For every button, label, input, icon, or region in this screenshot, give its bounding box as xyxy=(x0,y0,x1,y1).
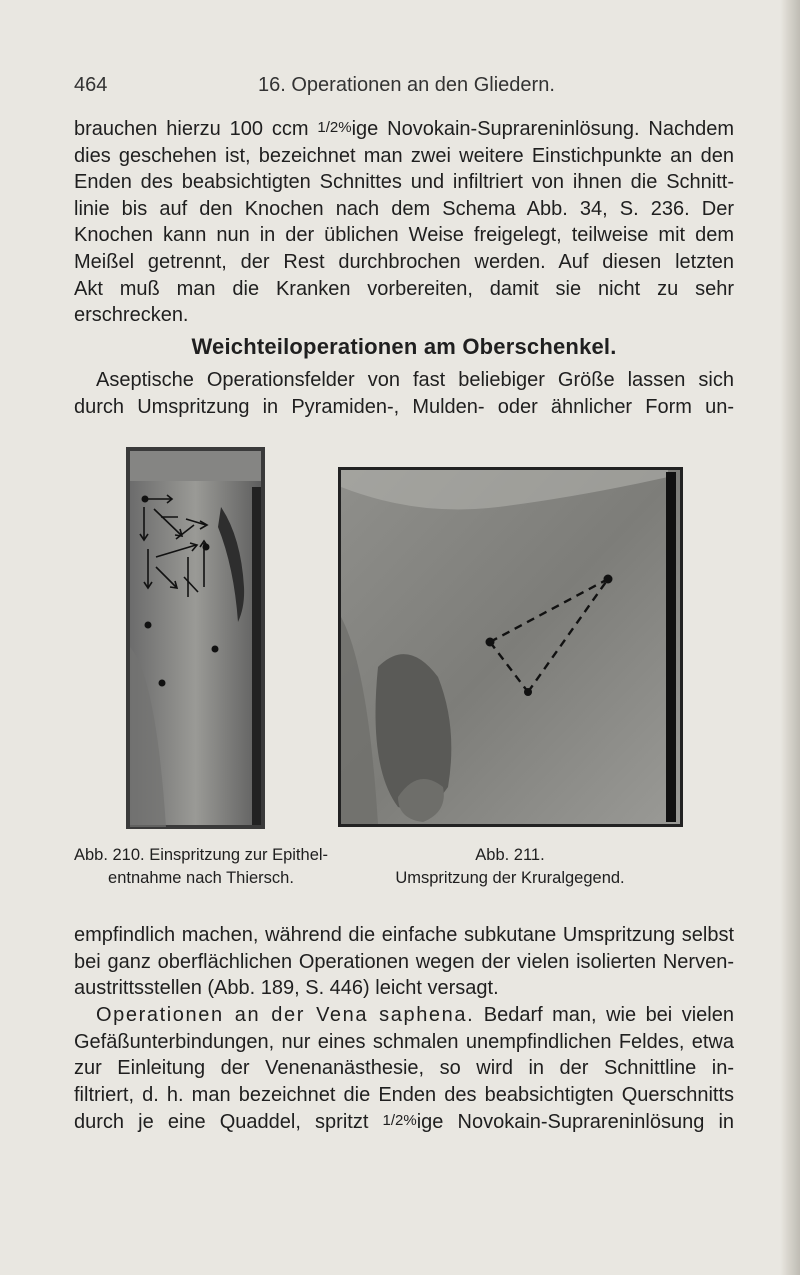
paragraph-1-line-1: brauchen hierzu 100 ccm 1/2%ige Novokain-Suprareninlösung. Nachdem xyxy=(74,118,734,140)
fraction: 1/2% xyxy=(317,119,352,136)
paragraph-2-line-1: Aseptische Operationsfelder von fast beliebiger Größe lassen sich xyxy=(96,369,734,391)
paragraph-1-line-3: Enden des beabsichtigten Schnittes und infiltriert von ihnen die Schnitt- xyxy=(74,171,734,194)
figure-211-caption-line-2: Umspritzung der Kruralgegend. xyxy=(395,869,625,887)
running-header xyxy=(74,74,734,102)
section-heading: Weichteiloperationen am Oberschenkel. xyxy=(191,334,617,359)
figure-211-caption xyxy=(360,844,660,890)
paragraph-2 xyxy=(74,367,734,420)
paragraph-1-line-5: Knochen kann nun in der üblichen Weise freigelegt, teilweise mit dem xyxy=(74,224,734,247)
paragraph-4 xyxy=(74,1002,734,1136)
paragraph-1-line-2: dies geschehen ist, bezeichnet man zwei weitere Einstichpunkte an den xyxy=(74,144,734,167)
paragraph-1-line-4: linie bis auf den Knochen nach dem Schema Abb. 34, S. 236. Der xyxy=(74,197,734,220)
paragraph-3-line-2: bei ganz oberflächlichen Operationen wegen der vielen isolierten Nerven- xyxy=(74,950,734,973)
paragraph-1-line-8: erschrecken. xyxy=(74,304,189,327)
page-number: 464 xyxy=(74,74,108,96)
figure-211-caption-line-1: Abb. 211. xyxy=(475,846,545,864)
chapter-title: 16. Operationen an den Gliedern. xyxy=(258,74,555,96)
paragraph-3-line-1: empfindlich machen, während die einfache subkutane Umspritzung selbst xyxy=(74,924,734,946)
paragraph-3 xyxy=(74,922,734,1002)
paragraph-4-line-2: Gefäßunterbindungen, nur eines schmalen unempfindlichen Feldes, etwa xyxy=(74,1030,734,1053)
paragraph-1-line-7: Akt muß man die Kranken vorbereiten, damit sie nicht zu sehr xyxy=(74,277,734,300)
fraction: 1/2% xyxy=(382,1112,417,1130)
page-edge-shadow xyxy=(780,0,800,1275)
paragraph-4-lead: Operationen an der Vena saphena. xyxy=(96,1004,475,1026)
figure-210-caption-line-1: Abb. 210. Einspritzung zur Epithel- xyxy=(73,846,329,864)
paragraph-4-line-5: durch je eine Quaddel, spritzt 1/2%ige Novokain-Suprareninlösung in xyxy=(74,1111,735,1134)
paragraph-1 xyxy=(74,115,734,329)
paragraph-4-line-3: zur Einleitung der Venenanästhesie, so wird in der Schnittline in- xyxy=(74,1057,734,1080)
paragraph-4-line-1: Operationen an der Vena saphena. Bedarf man, wie bei vielen xyxy=(96,1004,734,1026)
figure-211-photo xyxy=(338,467,683,827)
figure-210-photo xyxy=(126,447,265,829)
paragraph-2-line-2: durch Umspritzung in Pyramiden-, Mulden- oder ähnlicher Form un- xyxy=(74,395,734,418)
figure-210-caption-line-2: entnahme nach Thiersch. xyxy=(108,869,294,887)
paragraph-3-line-3: austrittsstellen (Abb. 189, S. 446) leicht versagt. xyxy=(74,977,499,1000)
figure-210-caption xyxy=(70,844,332,890)
paragraph-4-line-4: filtriert, d. h. man bezeichnet die Enden des beabsichtigten Querschnitts xyxy=(74,1083,734,1106)
paragraph-1-line-6: Meißel getrennt, der Rest durchbrochen werden. Auf diesen letzten xyxy=(74,250,734,273)
